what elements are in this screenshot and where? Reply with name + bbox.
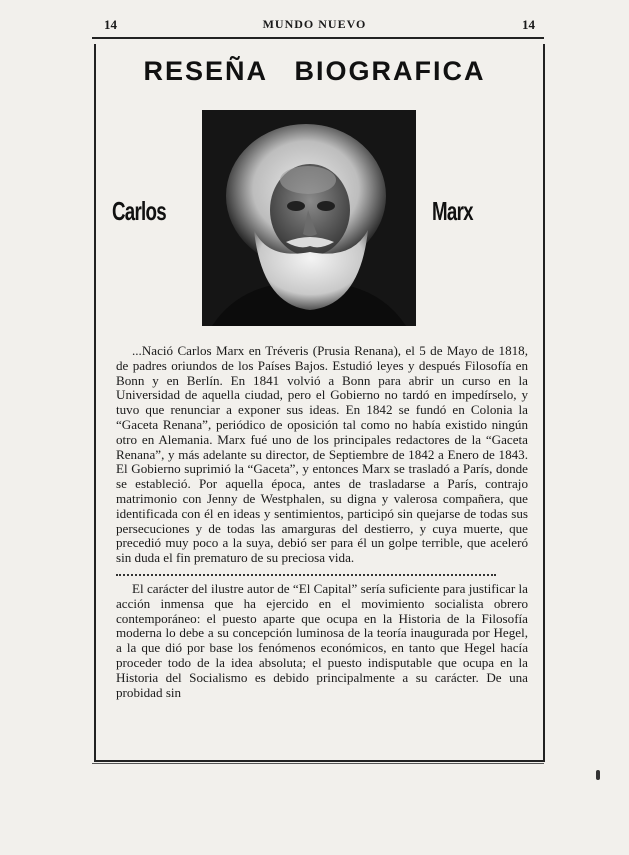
page-number-right: 14 [522,17,535,32]
portrait-image [202,110,416,326]
footer-rule [92,763,544,764]
header-rule [92,37,544,39]
ink-smudge [596,770,600,780]
article-title: RESEÑA BIOGRAFICA [143,56,486,86]
biography-paragraph-1: ...Nació Carlos Marx en Tréveris (Prusia Renana), el 5 de Mayo de 1818, de padres oriundos de los Países Bajos. Estudió leyes y después Filosofía en Bonn y en Berlín. En 1841 volvió a Bonn para abrir un curso en la Universidad de aquella ciudad, pero el Gobierno no tardó en impedírselo, y tuvo que renunciar a exponer sus ideas. En 1842 se fundó en Colonia la “Gaceta Renana”, periódico de oposición tal como no había existido ningún otro en Alemania. Marx fué uno de los principales redactores de la “Gaceta Renana”, y más adelante su director, de Septiembre de 1842 a Enero de 1843. El Gobierno suprimió la “Gaceta”, y entonces Marx se trasladó a París, donde se estableció. Por aquella época, antes de trasladarse a París, contrajo matrimonio con Jenny de Westphalen, su digna y valerosa compañera, que identificada con él en ideas y sentimientos, participó sin quejarse de todas sus persecuciones y de todas las amarguras del destierro, y cuya muerte, que precedió muy poco a la suya, debió ser para él un golpe terrible, que aceleró sin duda el fin prematuro de su preciosa vida. [116,343,528,566]
page-header [0,14,629,34]
page-number-left: 14 [104,17,117,32]
biography-paragraph-2: El carácter del ilustre autor de “El Capital” sería suficiente para justificar la acción inmensa que ha ejercido en el movimiento socialista obrero contemporáneo: el puesto aparte que ocupa en la Historia de la Filosofía moderna lo debe a su concepción luminosa de la teoría inaugurada por Hegel, a la que dió por base los fenómenos económicos, en tanto que Hegel hacía proceder todo de la idea absoluta; el puesto indisputable que ocupa en la Historia del Socialismo es debido principalmente a su carácter. De una probidad sin [116,580,528,700]
first-name-label: Carlos [112,196,166,226]
running-title: MUNDO NUEVO [262,17,367,31]
last-name-label: Marx [432,196,473,226]
dotted-separator [116,566,496,576]
article-body [116,344,528,700]
